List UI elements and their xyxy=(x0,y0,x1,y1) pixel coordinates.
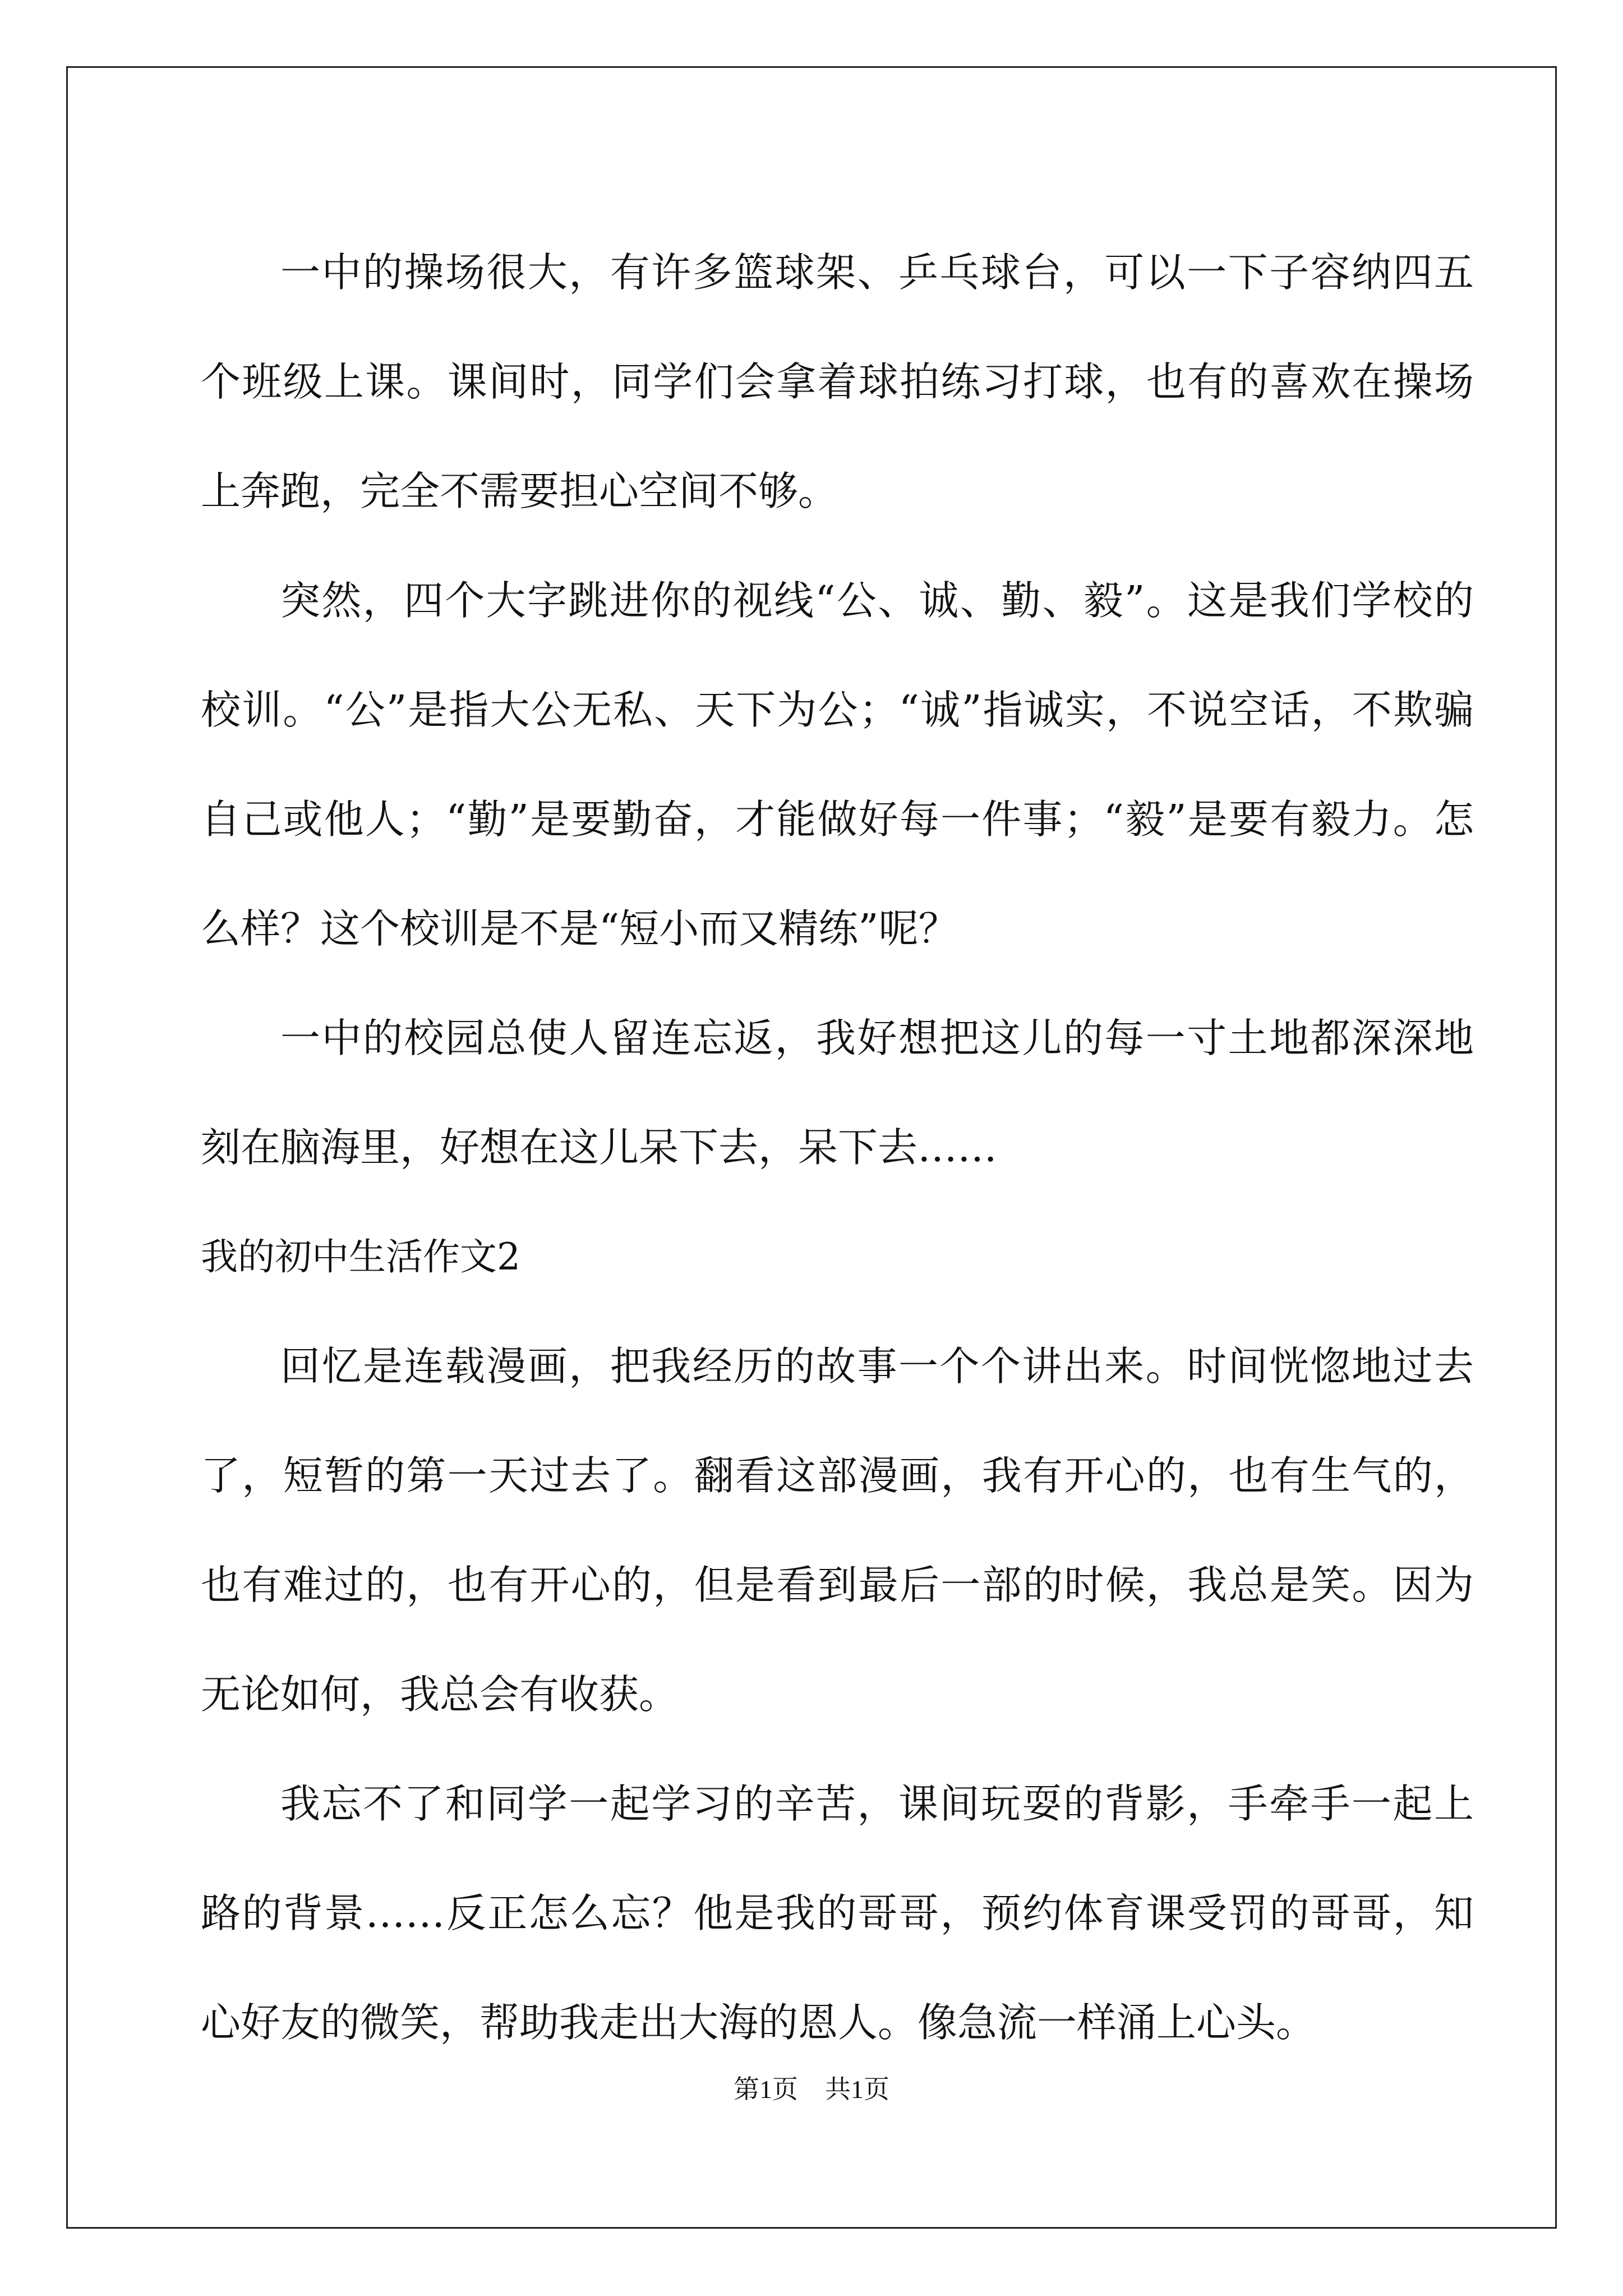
paragraph-classmates: 我忘不了和同学一起学习的辛苦，课间玩耍的背影，手牵手一起上路的背景……反正怎么忘？他是我的哥哥，预约体育课受罚的哥哥，知心好友的微笑，帮助我走出大海的恩人。像急流一样涌上心头。 xyxy=(201,1780,1474,2046)
paragraph-memory-comic: 回忆是连载漫画，把我经历的故事一个个讲出来。时间恍惚地过去了，短暂的第一天过去了。翻看这部漫画，我有开心的，也有生气的，也有难过的，也有开心的，但是看到最后一部的时候，我总是笑。因为无论如何，我总会有收获。 xyxy=(201,1343,1474,1718)
paragraph-playground: 一中的操场很大，有许多篮球架、乒乓球台，可以一下子容纳四五个班级上课。课间时，同学们会拿着球拍练习打球，也有的喜欢在操场上奔跑，完全不需要担心空间不够。 xyxy=(201,249,1474,514)
section-title: 我的初中生活作文2 xyxy=(201,1235,520,1278)
page-total: 共1页 xyxy=(825,2075,889,2104)
paragraph-campus-memory: 一中的校园总使人留连忘返，我好想把这儿的每一寸土地都深深地刻在脑海里，好想在这儿呆下去，呆下去…… xyxy=(201,1015,1474,1171)
document-body xyxy=(201,218,1474,2077)
paragraph-school-motto: 突然，四个大字跳进你的视线“公、诚、勤、毅”。这是我们学校的校训。“公”是指大公无私、天下为公；“诚”指诚实，不说空话，不欺骗自己或他人；“勤”是要勤奋，才能做好每一件事；“毅”是要有毅力。怎么样？这个校训是不是“短小而又精练”呢？ xyxy=(201,577,1474,952)
page-number: 第1页 xyxy=(734,2075,798,2104)
page-footer xyxy=(0,2073,1623,2106)
